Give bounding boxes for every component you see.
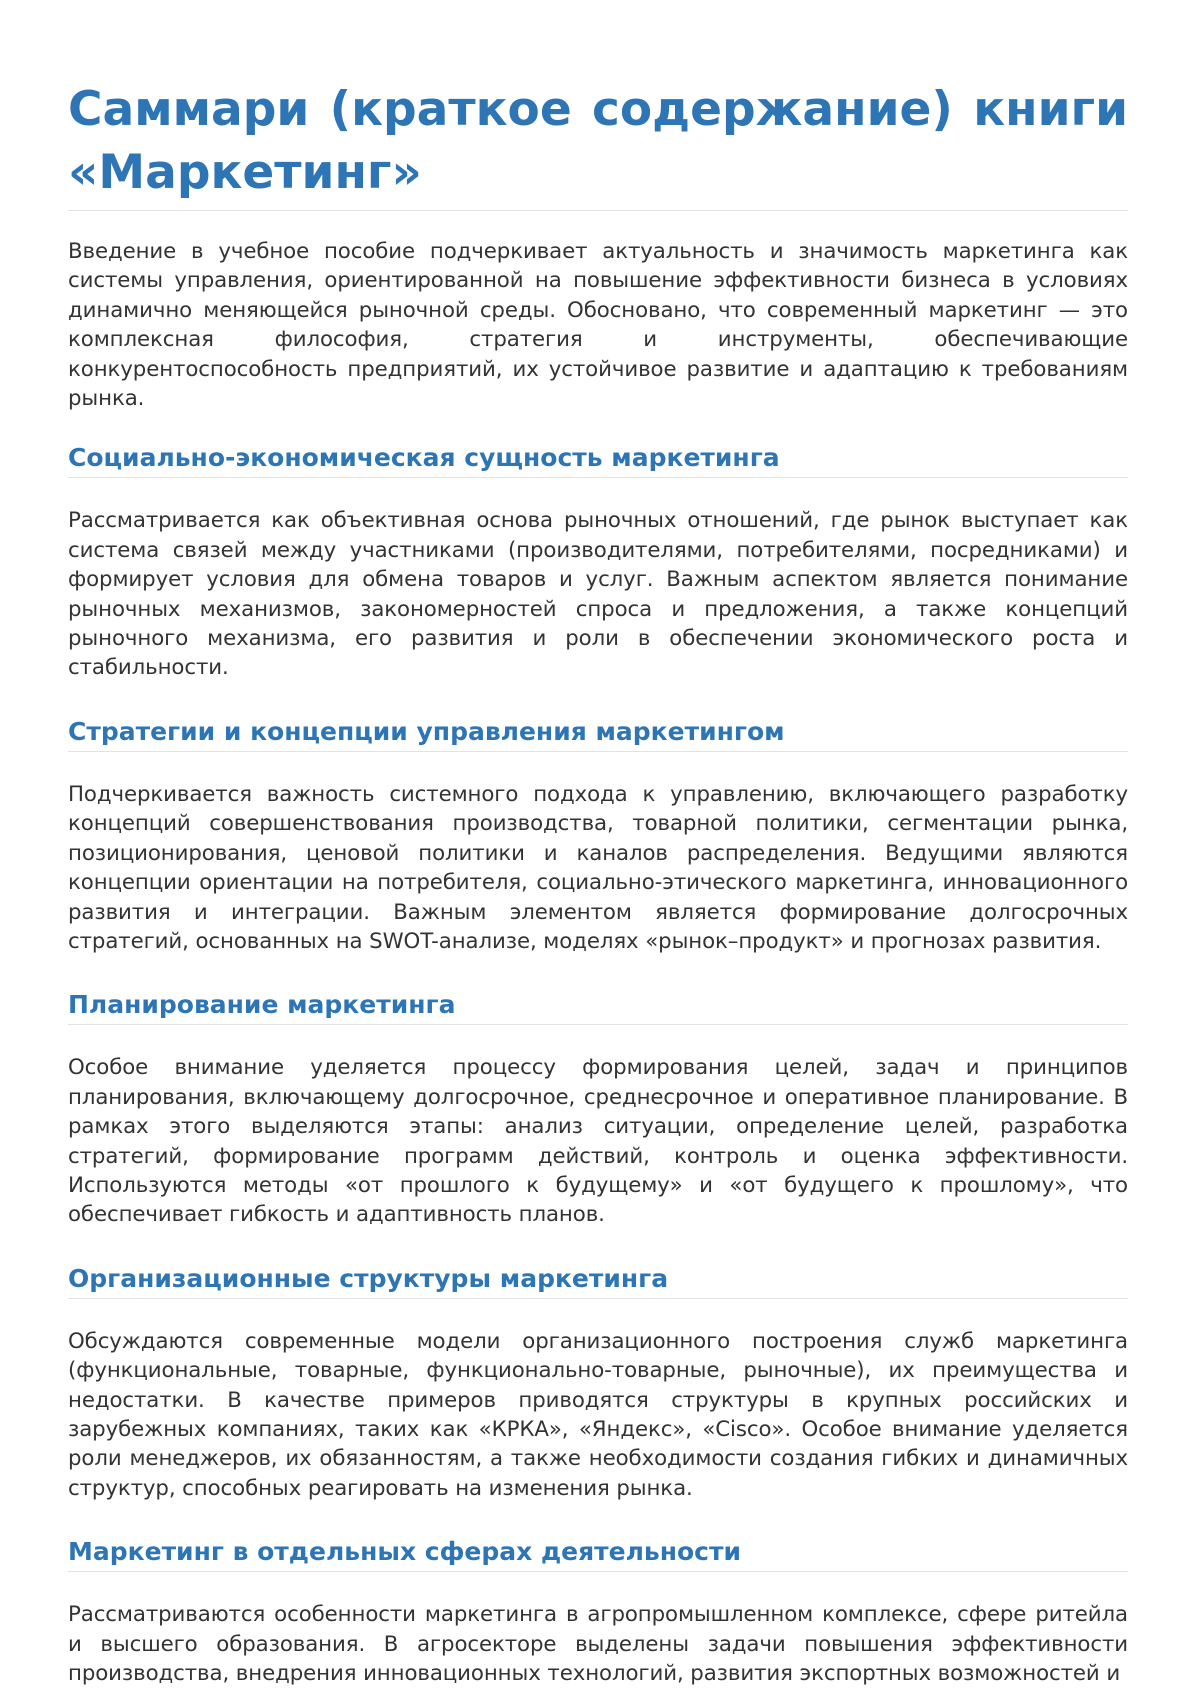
document-page bbox=[68, 78, 1128, 1688]
section-heading-spheres: Маркетинг в отдельных сферах деятельности bbox=[68, 1535, 1128, 1572]
section-paragraph-spheres: Рассматриваются особенности маркетинга в агропромышленном комплексе, сфере ритейла и высшего образования. В агросекторе выделены задачи повышения эффективности производства, внедрения инновационных технологий, развития экспортных возможностей и bbox=[68, 1602, 1128, 1686]
section-heading-planning: Планирование маркетинга bbox=[68, 988, 1128, 1025]
section-paragraph-essence: Рассматривается как объективная основа рыночных отношений, где рынок выступает как система связей между участниками (производителями, потребителями, посредниками) и формирует условия для обмена товаров и услуг. Важным аспектом является понимание рыночных механизмов, закономерностей спроса и предложения, а также концепций рыночного механизма, его развития и роли в обеспечении экономического роста и стабильности. bbox=[68, 508, 1128, 681]
section-heading-essence: Социально-экономическая сущность маркетинга bbox=[68, 441, 1128, 478]
section-heading-org-structures: Организационные структуры маркетинга bbox=[68, 1262, 1128, 1299]
section-paragraph-strategies: Подчеркивается важность системного подхода к управлению, включающего разработку концепций совершенствования производства, товарной политики, сегментации рынка, позиционирования, ценовой политики и каналов распределения. Ведущими являются концепции ориентации на потребителя, социально-этического маркетинга, инновационного развития и интеграции. Важным элементом является формирование долгосрочных стратегий, основанных на SWOT-анализе, моделях «рынок–продукт» и прогнозах развития. bbox=[68, 781, 1128, 954]
section-paragraph-planning: Особое внимание уделяется процессу формирования целей, задач и принципов планирования, включающему долгосрочное, среднесрочное и оперативное планирование. В рамках этого выделяются этапы: анализ ситуации, определение целей, разработка стратегий, формирование программ действий, контроль и оценка эффективности. Используются методы «от прошлого к будущему» и «от будущего к прошлому», что обеспечивает гибкость и адаптивность планов. bbox=[68, 1055, 1128, 1228]
section-paragraph-org-structures: Обсуждаются современные модели организационного построения служб маркетинга (функциональные, товарные, функционально-товарные, рыночные), их преимущества и недостатки. В качестве примеров приводятся структуры в крупных российских и зарубежных компаниях, таких как «КРКА», «Яндекс», «Cisco». Особое внимание уделяется роли менеджеров, их обязанностям, а также необходимости создания гибких и динамичных структур, способных реагировать на изменения рынка. bbox=[68, 1328, 1128, 1501]
document-title: Саммари (краткое содержание) книги «Маркетинг» bbox=[68, 78, 1128, 211]
section-heading-strategies: Стратегии и концепции управления маркетингом bbox=[68, 715, 1128, 752]
intro-paragraph: Введение в учебное пособие подчеркивает актуальность и значимость маркетинга как системы управления, ориентированной на повышение эффективности бизнеса в условиях динамично меняющейся рыночной среды. Обосновано, что современный маркетинг — это комплексная философия, стратегия и инструменты, обеспечивающие конкурентоспособность предприятий, их устойчивое развитие и адаптацию к требованиям рынка. bbox=[68, 239, 1128, 412]
